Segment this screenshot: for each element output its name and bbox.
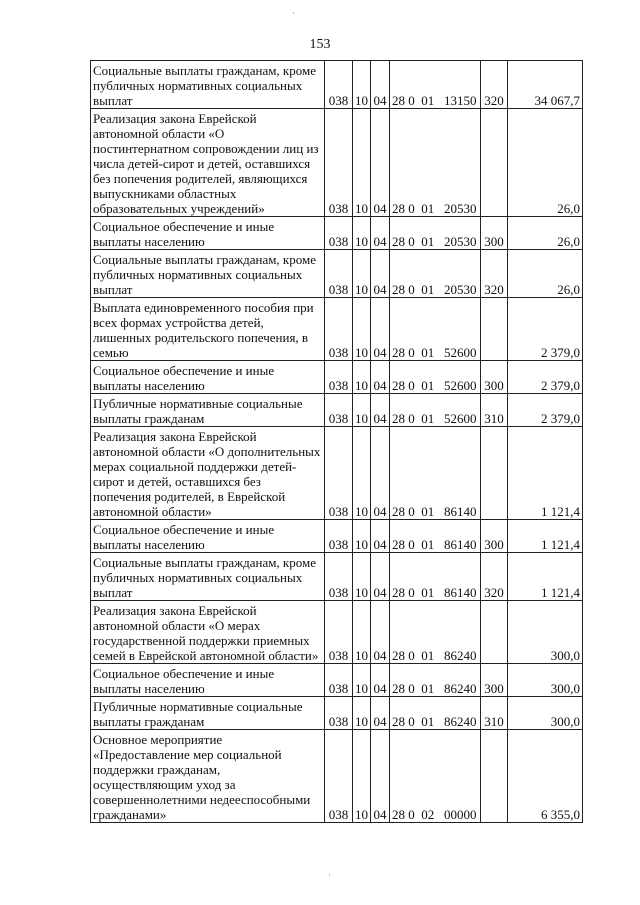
row-name-cell: Социальные выплаты гражданам, кроме публичных нормативных социальных выплат [91, 61, 325, 109]
row-rz-cell: 10 [353, 217, 371, 250]
row-csr-cell: 28 0 01 86140 [390, 553, 481, 601]
row-pr-cell: 04 [371, 601, 390, 664]
row-ved-cell: 038 [325, 61, 353, 109]
row-rz-cell: 10 [353, 697, 371, 730]
row-name-cell: Реализация закона Еврейской автономной области «О постинтернатном сопровождении лиц из числа детей-сирот и детей, оставшихся без попечения родителей, являющихся выпускниками областных образовательных учреждений» [91, 109, 325, 217]
row-vr-cell: 320 [481, 553, 508, 601]
row-name-cell: Социальное обеспечение и иные выплаты населению [91, 664, 325, 697]
row-ved-cell: 038 [325, 394, 353, 427]
row-sum-cell: 300,0 [508, 664, 583, 697]
table-row [91, 520, 583, 553]
row-sum-cell: 1 121,4 [508, 553, 583, 601]
row-rz-cell: 10 [353, 520, 371, 553]
row-ved-cell: 038 [325, 298, 353, 361]
row-name-cell: Социальное обеспечение и иные выплаты населению [91, 217, 325, 250]
row-vr-cell [481, 109, 508, 217]
row-sum-cell: 34 067,7 [508, 61, 583, 109]
row-rz-cell: 10 [353, 553, 371, 601]
row-vr-cell: 300 [481, 520, 508, 553]
row-csr-cell: 28 0 01 86240 [390, 697, 481, 730]
row-csr-cell: 28 0 01 52600 [390, 361, 481, 394]
row-sum-cell: 26,0 [508, 217, 583, 250]
row-sum-cell: 300,0 [508, 601, 583, 664]
row-pr-cell: 04 [371, 109, 390, 217]
scan-speck: · [328, 870, 331, 880]
row-pr-cell: 04 [371, 361, 390, 394]
row-csr-cell: 28 0 01 20530 [390, 250, 481, 298]
row-ved-cell: 038 [325, 250, 353, 298]
row-name-cell: Социальное обеспечение и иные выплаты населению [91, 520, 325, 553]
row-ved-cell: 038 [325, 217, 353, 250]
row-csr-cell: 28 0 01 52600 [390, 394, 481, 427]
row-sum-cell: 2 379,0 [508, 394, 583, 427]
row-vr-cell: 300 [481, 361, 508, 394]
row-pr-cell: 04 [371, 553, 390, 601]
row-sum-cell: 1 121,4 [508, 427, 583, 520]
table-row [91, 601, 583, 664]
table-row [91, 361, 583, 394]
row-rz-cell: 10 [353, 298, 371, 361]
row-name-cell: Социальное обеспечение и иные выплаты населению [91, 361, 325, 394]
row-vr-cell: 300 [481, 664, 508, 697]
table-row [91, 61, 583, 109]
row-csr-cell: 28 0 01 86140 [390, 520, 481, 553]
row-vr-cell: 300 [481, 217, 508, 250]
row-ved-cell: 038 [325, 553, 353, 601]
row-pr-cell: 04 [371, 697, 390, 730]
row-rz-cell: 10 [353, 109, 371, 217]
row-csr-cell: 28 0 01 20530 [390, 109, 481, 217]
row-pr-cell: 04 [371, 427, 390, 520]
row-csr-cell: 28 0 01 20530 [390, 217, 481, 250]
row-pr-cell: 04 [371, 298, 390, 361]
row-ved-cell: 038 [325, 427, 353, 520]
row-name-cell: Социальные выплаты гражданам, кроме публичных нормативных социальных выплат [91, 553, 325, 601]
row-ved-cell: 038 [325, 730, 353, 823]
table-row [91, 109, 583, 217]
row-name-cell: Социальные выплаты гражданам, кроме публичных нормативных социальных выплат [91, 250, 325, 298]
row-vr-cell [481, 601, 508, 664]
table-row [91, 394, 583, 427]
row-pr-cell: 04 [371, 61, 390, 109]
row-vr-cell: 310 [481, 394, 508, 427]
row-rz-cell: 10 [353, 427, 371, 520]
row-rz-cell: 10 [353, 730, 371, 823]
row-csr-cell: 28 0 01 13150 [390, 61, 481, 109]
row-sum-cell: 2 379,0 [508, 298, 583, 361]
row-sum-cell: 6 355,0 [508, 730, 583, 823]
row-csr-cell: 28 0 02 00000 [390, 730, 481, 823]
row-csr-cell: 28 0 01 86240 [390, 601, 481, 664]
row-pr-cell: 04 [371, 217, 390, 250]
table-row [91, 250, 583, 298]
row-rz-cell: 10 [353, 250, 371, 298]
row-sum-cell: 1 121,4 [508, 520, 583, 553]
row-vr-cell: 320 [481, 250, 508, 298]
row-rz-cell: 10 [353, 361, 371, 394]
row-vr-cell [481, 427, 508, 520]
row-ved-cell: 038 [325, 664, 353, 697]
table-row [91, 298, 583, 361]
row-csr-cell: 28 0 01 86140 [390, 427, 481, 520]
table-row [91, 730, 583, 823]
table-row [91, 553, 583, 601]
row-name-cell: Публичные нормативные социальные выплаты гражданам [91, 394, 325, 427]
row-name-cell: Реализация закона Еврейской автономной области «О мерах государственной поддержки приемных семей в Еврейской автономной области» [91, 601, 325, 664]
row-name-cell: Публичные нормативные социальные выплаты гражданам [91, 697, 325, 730]
row-pr-cell: 04 [371, 664, 390, 697]
row-ved-cell: 038 [325, 697, 353, 730]
row-vr-cell: 320 [481, 61, 508, 109]
table-row [91, 217, 583, 250]
row-sum-cell: 26,0 [508, 109, 583, 217]
row-vr-cell [481, 298, 508, 361]
page-number: 153 [309, 37, 331, 52]
row-rz-cell: 10 [353, 394, 371, 427]
table-row [91, 664, 583, 697]
row-vr-cell: 310 [481, 697, 508, 730]
table-row [91, 427, 583, 520]
row-vr-cell [481, 730, 508, 823]
row-rz-cell: 10 [353, 61, 371, 109]
row-rz-cell: 10 [353, 664, 371, 697]
row-rz-cell: 10 [353, 601, 371, 664]
row-ved-cell: 038 [325, 109, 353, 217]
row-pr-cell: 04 [371, 520, 390, 553]
row-name-cell: Выплата единовременного пособия при всех формах устройства детей, лишенных родительского попечения, в семью [91, 298, 325, 361]
row-sum-cell: 300,0 [508, 697, 583, 730]
row-csr-cell: 28 0 01 52600 [390, 298, 481, 361]
row-ved-cell: 038 [325, 520, 353, 553]
row-pr-cell: 04 [371, 250, 390, 298]
row-sum-cell: 26,0 [508, 250, 583, 298]
row-ved-cell: 038 [325, 601, 353, 664]
row-pr-cell: 04 [371, 730, 390, 823]
row-name-cell: Реализация закона Еврейской автономной области «О дополнительных мерах социальной поддержки детей-сирот и детей, оставшихся без попечения родителей, в Еврейской автономной области» [91, 427, 325, 520]
row-sum-cell: 2 379,0 [508, 361, 583, 394]
row-pr-cell: 04 [371, 394, 390, 427]
budget-table [90, 60, 583, 823]
row-name-cell: Основное мероприятие «Предоставление мер социальной поддержки гражданам, осуществляющим уход за совершеннолетними недееспособными гражданами» [91, 730, 325, 823]
scan-speck: · [292, 8, 295, 18]
row-ved-cell: 038 [325, 361, 353, 394]
row-csr-cell: 28 0 01 86240 [390, 664, 481, 697]
table-row [91, 697, 583, 730]
